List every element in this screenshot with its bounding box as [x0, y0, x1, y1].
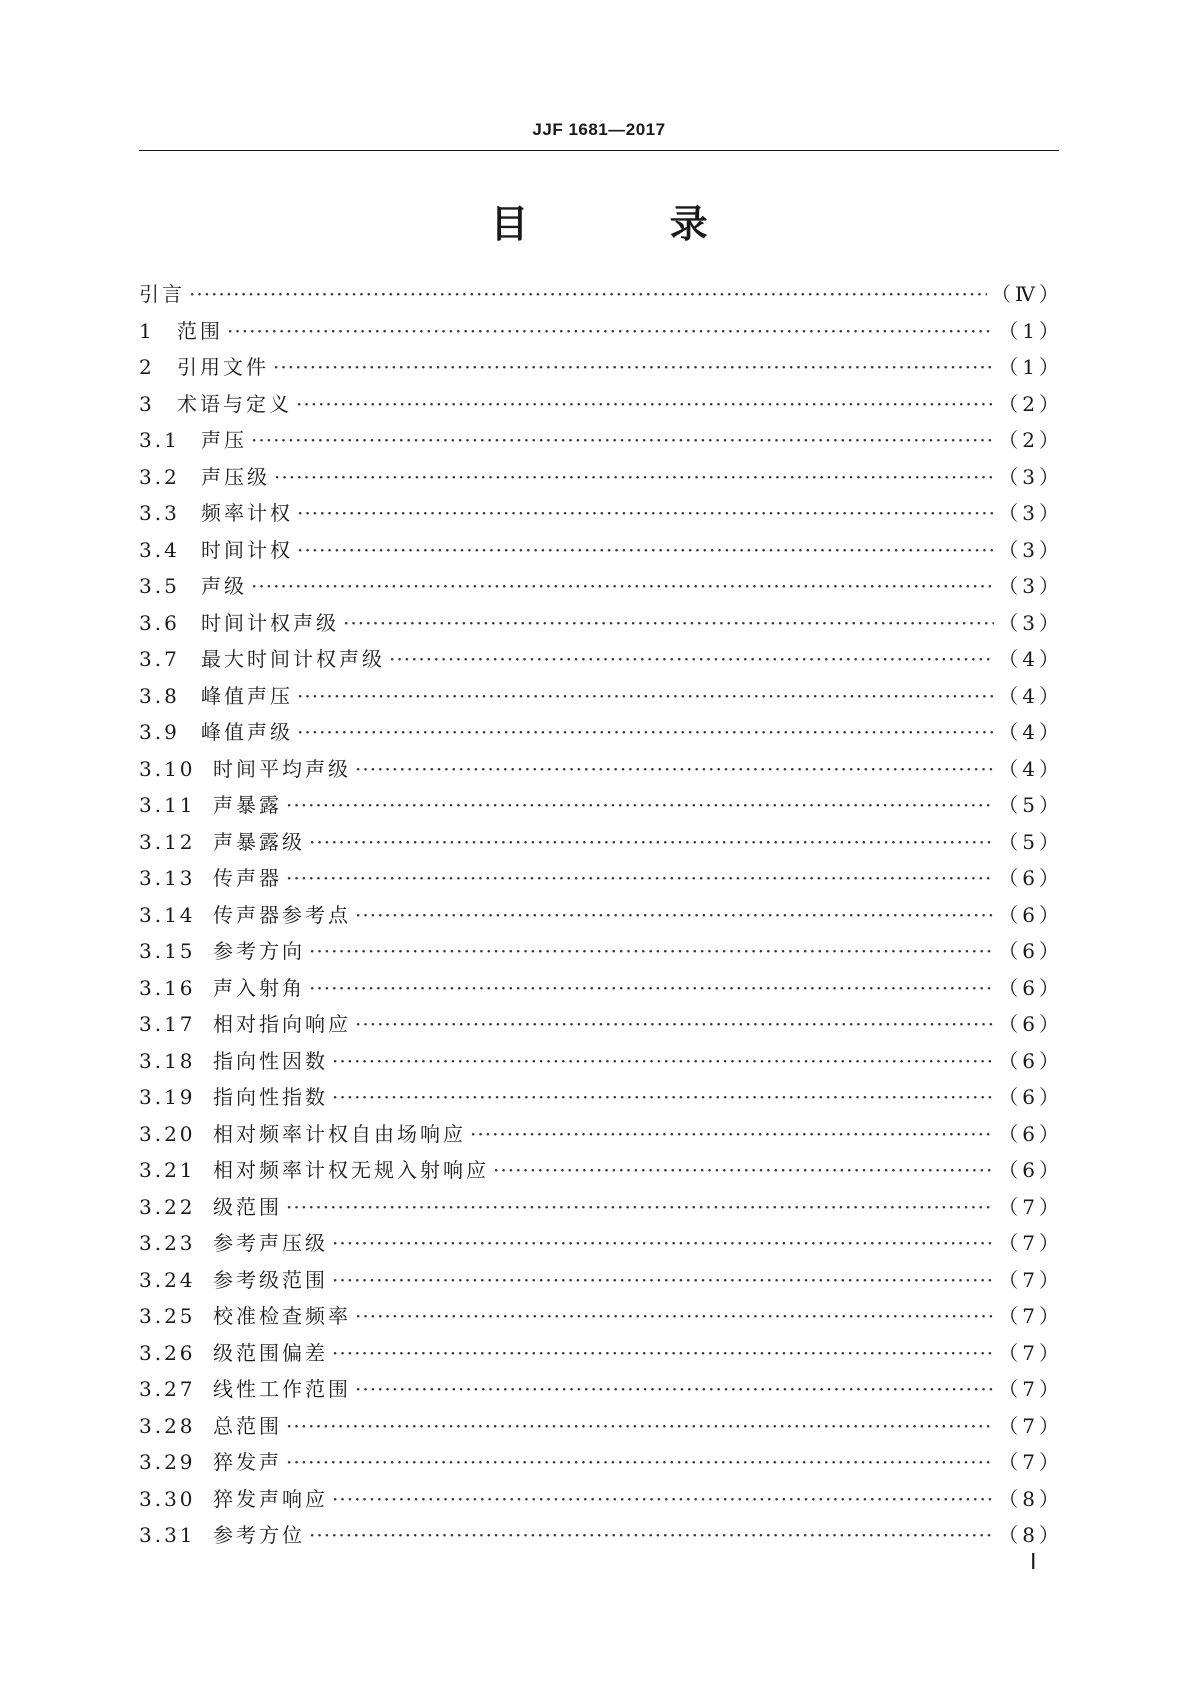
toc-entry-title: 总范围: [213, 1413, 282, 1438]
toc-entry-number: 3.21: [139, 1158, 196, 1182]
toc-leader-dots: [355, 897, 994, 934]
toc-entry-page: （1）: [998, 318, 1063, 343]
toc-entry-number: 3.4: [139, 537, 180, 562]
toc-entry-number: 3.11: [139, 793, 196, 817]
toc-entry-number: 3.19: [139, 1085, 196, 1109]
toc-entry-title: 参考方向: [213, 939, 305, 963]
toc-entry-title: 猝发声: [213, 1450, 282, 1474]
toc-entry-number: 3.25: [139, 1304, 196, 1328]
toc-leader-dots: [332, 1225, 994, 1262]
toc-entry[interactable]: [139, 1298, 1063, 1335]
toc-leader-dots: [273, 349, 994, 386]
toc-entry[interactable]: [139, 276, 1063, 313]
toc-entry[interactable]: [139, 1225, 1063, 1262]
toc-entry[interactable]: [139, 605, 1063, 642]
toc-entry-number: 2: [139, 355, 155, 379]
toc-leader-dots: [332, 1335, 994, 1372]
toc-entry-number: 3.12: [139, 829, 196, 854]
toc-entry-title: 传声器: [213, 866, 282, 890]
toc-entry-number: 3.13: [139, 866, 196, 890]
toc-entry-page: （3）: [998, 574, 1063, 598]
toc-entry-number: 3.18: [139, 1048, 196, 1073]
toc-entry-page: （6）: [998, 939, 1063, 963]
toc-entry[interactable]: [139, 568, 1063, 605]
toc-entry[interactable]: [139, 787, 1063, 824]
toc-entry-page: （8）: [998, 1486, 1063, 1511]
toc-entry-page: （3）: [998, 501, 1063, 525]
toc-entry-title: 引用文件: [177, 355, 269, 379]
toc-leader-dots: [389, 641, 994, 678]
toc-entry[interactable]: [139, 422, 1063, 459]
toc-leader-dots: [286, 1189, 994, 1226]
toc-entry-page: （7）: [998, 1413, 1063, 1438]
toc-entry-title: 时间计权声级: [201, 610, 339, 635]
toc-entry-page: （5）: [998, 793, 1063, 817]
toc-entry-number: 3.9: [139, 720, 180, 744]
toc-entry-title: 时间平均声级: [213, 756, 351, 781]
toc-entry-title: 参考级范围: [213, 1267, 328, 1292]
toc-leader-dots: [309, 933, 994, 970]
toc-leader-dots: [343, 605, 994, 642]
toc-leader-dots: [286, 787, 994, 824]
toc-entry-page: （6）: [998, 975, 1063, 1000]
toc-entry-number: 3.22: [139, 1194, 196, 1219]
toc-leader-dots: [297, 714, 994, 751]
toc-entry[interactable]: [139, 1116, 1063, 1153]
toc-entry-title: 传声器参考点: [213, 902, 351, 927]
toc-entry-page: （4）: [998, 756, 1063, 781]
toc-entry-page: （6）: [998, 1048, 1063, 1073]
toc-leader-dots: [227, 313, 994, 350]
toc-entry-number: 3.16: [139, 975, 196, 1000]
toc-entry[interactable]: [139, 1262, 1063, 1299]
toc-leader-dots: [286, 860, 994, 897]
toc-entry-number: 3.28: [139, 1413, 196, 1438]
toc-entry-page: （3）: [998, 610, 1063, 635]
toc-leader-dots: [332, 1043, 994, 1080]
toc-entry-number: 3.17: [139, 1012, 196, 1036]
toc-leader-dots: [251, 422, 994, 459]
toc-entry-title: 峰值声压: [201, 683, 293, 708]
toc-entry-title: 引言: [139, 282, 185, 306]
toc-entry-page: （2）: [998, 428, 1063, 452]
toc-entry-title: 峰值声级: [201, 720, 293, 744]
toc-entry-title: 参考方位: [213, 1523, 305, 1547]
toc-leader-dots: [274, 459, 994, 496]
toc-entry-page: （3）: [998, 464, 1063, 489]
toc-entry[interactable]: [139, 1517, 1063, 1554]
toc-leader-dots: [470, 1116, 994, 1153]
toc-entry-page: （8）: [998, 1523, 1063, 1547]
toc-entry-number: 3.10: [139, 756, 196, 781]
toc-entry[interactable]: [139, 1408, 1063, 1445]
toc-entry-number: 3.15: [139, 939, 196, 963]
toc-entry[interactable]: [139, 751, 1063, 788]
document-code-header: JJF 1681—2017: [532, 120, 666, 139]
toc-entry-page: （4）: [998, 720, 1063, 744]
toc-entry-title: 线性工作范围: [213, 1377, 351, 1401]
toc-leader-dots: [286, 1408, 994, 1445]
toc-entry-number: 3.1: [139, 428, 180, 452]
toc-entry-title: 最大时间计权声级: [201, 647, 385, 671]
toc-entry-page: （7）: [998, 1194, 1063, 1219]
toc-leader-dots: [189, 276, 987, 313]
toc-entry-title: 声级: [201, 574, 247, 598]
toc-entry-number: 3.6: [139, 610, 180, 635]
toc-leader-dots: [332, 1079, 994, 1116]
toc-entry-page: （4）: [998, 647, 1063, 671]
toc-entry[interactable]: [139, 678, 1063, 715]
toc-leader-dots: [309, 970, 994, 1007]
toc-leader-dots: [355, 1006, 994, 1043]
toc-entry-page: （7）: [998, 1304, 1063, 1328]
toc-entry[interactable]: [139, 349, 1063, 386]
toc-entry-number: 3.20: [139, 1121, 196, 1146]
toc-entry-page: （6）: [998, 1085, 1063, 1109]
toc-entry-title: 相对频率计权无规入射响应: [213, 1158, 489, 1182]
toc-entry[interactable]: [139, 386, 1063, 423]
toc-entry-title: 声暴露级: [213, 829, 305, 854]
toc-entry-title: 指向性指数: [213, 1085, 328, 1109]
toc-leader-dots: [309, 1517, 994, 1554]
toc-leader-dots: [355, 1371, 994, 1408]
toc-entry-title: 频率计权: [201, 501, 293, 525]
toc-entry-title: 级范围偏差: [213, 1340, 328, 1365]
toc-entry[interactable]: [139, 459, 1063, 496]
toc-entry-number: 3.29: [139, 1450, 196, 1474]
toc-entry-title: 术语与定义: [177, 391, 292, 416]
toc-entry-number: 3.30: [139, 1486, 196, 1511]
toc-entry-title: 参考声压级: [213, 1231, 328, 1255]
page-number: Ⅰ: [1030, 1549, 1037, 1574]
page-title: 目 录: [490, 202, 772, 246]
toc-entry-page: （6）: [998, 1012, 1063, 1036]
toc-entry-number: 3.5: [139, 574, 180, 598]
toc-leader-dots: [297, 532, 994, 569]
toc-leader-dots: [332, 1481, 994, 1518]
toc-entry-title: 级范围: [213, 1194, 282, 1219]
toc-entry-page: （Ⅳ）: [991, 282, 1063, 306]
toc-entry-title: 猝发声响应: [213, 1486, 328, 1511]
toc-entry[interactable]: [139, 1189, 1063, 1226]
toc-entry[interactable]: [139, 970, 1063, 1007]
toc-entry[interactable]: [139, 1335, 1063, 1372]
toc-leader-dots: [296, 386, 994, 423]
toc-entry[interactable]: [139, 1043, 1063, 1080]
toc-leader-dots: [286, 1444, 994, 1481]
toc-entry-number: 1: [139, 318, 155, 343]
toc-entry[interactable]: [139, 313, 1063, 350]
toc-entry-number: 3.23: [139, 1231, 196, 1255]
toc-leader-dots: [355, 751, 994, 788]
toc-entry-page: （7）: [998, 1267, 1063, 1292]
toc-entry-page: （2）: [998, 391, 1063, 416]
toc-entry[interactable]: [139, 1152, 1063, 1189]
toc-entry-number: 3.26: [139, 1340, 196, 1365]
toc-entry-page: （7）: [998, 1231, 1063, 1255]
toc-entry-number: 3.7: [139, 647, 180, 671]
toc-entry-title: 声暴露: [213, 793, 282, 817]
toc-entry-page: （3）: [998, 537, 1063, 562]
toc-entry-page: （6）: [998, 902, 1063, 927]
toc-leader-dots: [251, 568, 994, 605]
header-rule: [139, 150, 1059, 151]
toc-entry-title: 指向性因数: [213, 1048, 328, 1073]
toc-entry[interactable]: [139, 1006, 1063, 1043]
toc-entry[interactable]: [139, 933, 1063, 970]
toc-entry[interactable]: [139, 824, 1063, 861]
toc-entry[interactable]: [139, 532, 1063, 569]
toc-entry[interactable]: [139, 860, 1063, 897]
toc-leader-dots: [332, 1262, 994, 1299]
toc-entry-title: 范围: [177, 318, 223, 343]
toc-entry-page: （6）: [998, 1158, 1063, 1182]
toc-entry-title: 声入射角: [213, 975, 305, 1000]
toc-entry-number: 3: [139, 391, 155, 416]
toc-entry-title: 相对频率计权自由场响应: [213, 1121, 466, 1146]
table-of-contents: [139, 276, 1063, 1554]
toc-entry-number: 3.2: [139, 464, 180, 489]
toc-entry-page: （6）: [998, 866, 1063, 890]
toc-entry-number: 3.24: [139, 1267, 196, 1292]
toc-entry-page: （7）: [998, 1377, 1063, 1401]
toc-entry-number: 3.3: [139, 501, 180, 525]
toc-entry-title: 相对指向响应: [213, 1012, 351, 1036]
toc-entry-page: （1）: [998, 355, 1063, 379]
toc-entry-page: （5）: [998, 829, 1063, 854]
toc-entry-title: 时间计权: [201, 537, 293, 562]
toc-entry[interactable]: [139, 714, 1063, 751]
toc-entry-title: 声压级: [201, 464, 270, 489]
toc-leader-dots: [309, 824, 994, 861]
toc-entry[interactable]: [139, 1079, 1063, 1116]
toc-leader-dots: [297, 495, 994, 532]
toc-entry[interactable]: [139, 1481, 1063, 1518]
toc-entry-title: 校准检查频率: [213, 1304, 351, 1328]
toc-entry-page: （7）: [998, 1450, 1063, 1474]
toc-entry-title: 声压: [201, 428, 247, 452]
toc-entry-number: 3.14: [139, 902, 196, 927]
toc-leader-dots: [355, 1298, 994, 1335]
toc-entry-number: 3.27: [139, 1377, 196, 1401]
toc-entry[interactable]: [139, 495, 1063, 532]
toc-entry[interactable]: [139, 1444, 1063, 1481]
toc-entry-page: （6）: [998, 1121, 1063, 1146]
toc-entry-number: 3.31: [139, 1523, 196, 1547]
toc-entry-page: （4）: [998, 683, 1063, 708]
toc-entry[interactable]: [139, 897, 1063, 934]
toc-entry-number: 3.8: [139, 683, 180, 708]
toc-entry-page: （7）: [998, 1340, 1063, 1365]
toc-leader-dots: [493, 1152, 994, 1189]
toc-entry[interactable]: [139, 641, 1063, 678]
toc-leader-dots: [297, 678, 994, 715]
toc-entry[interactable]: [139, 1371, 1063, 1408]
